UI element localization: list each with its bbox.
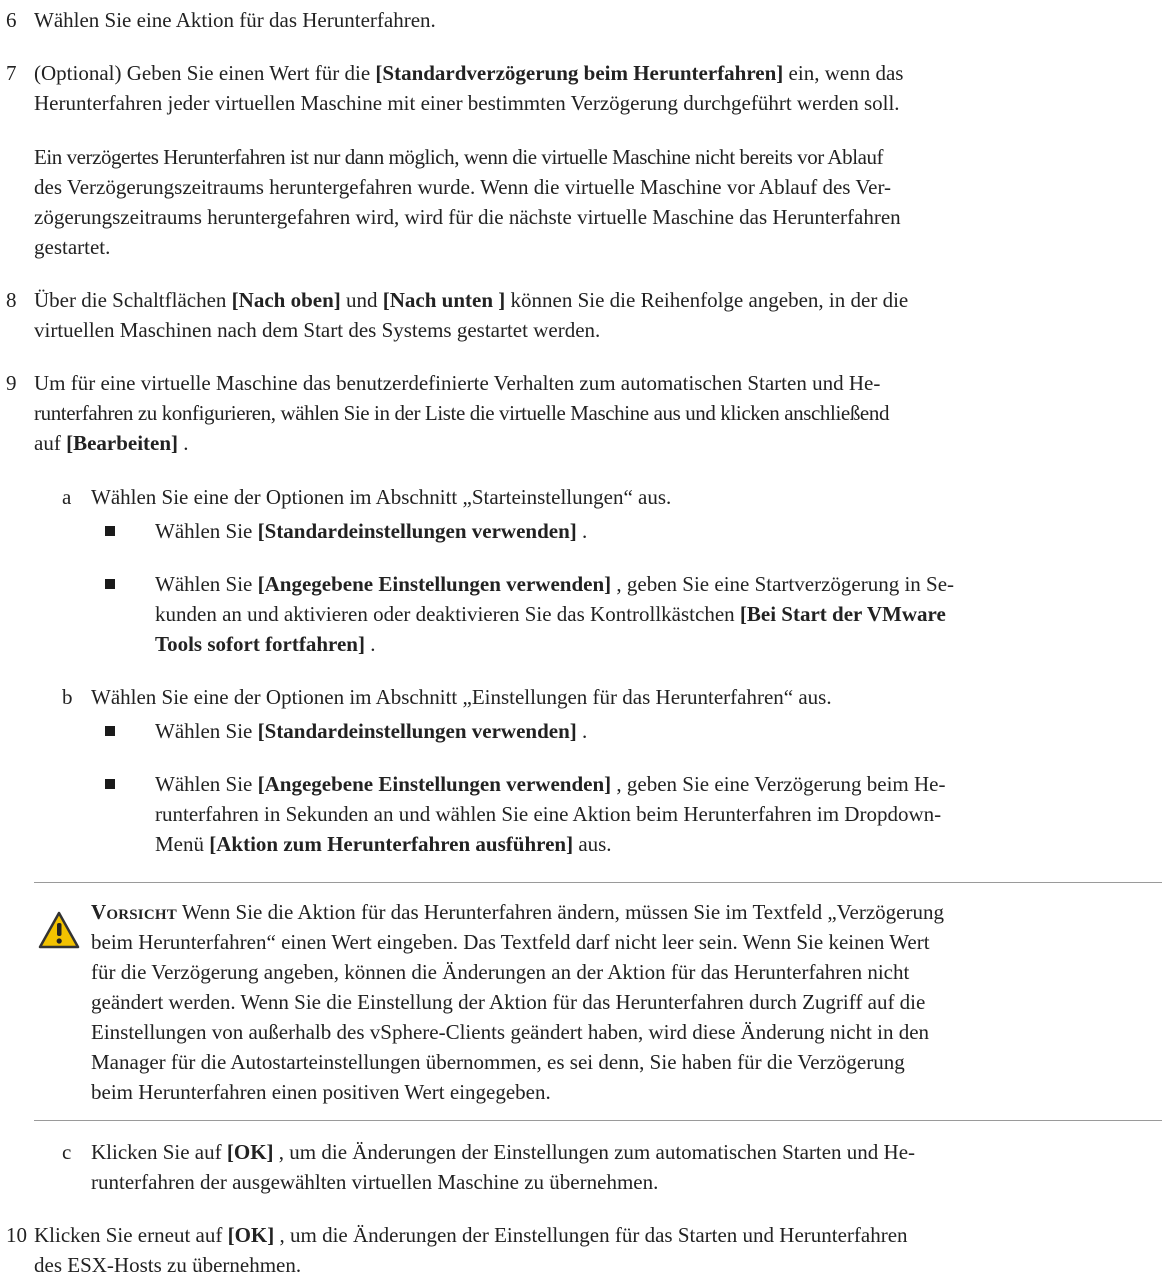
substep-letter: a [62,485,72,509]
ui-label: [Angegebene Einstellungen verwenden] [257,572,612,596]
text: , um die Änderungen der Einstellungen zum automatischen Starten und He- [273,1140,916,1164]
ui-label: [Bearbeiten] [66,431,179,455]
bullet-icon [105,526,115,536]
step-line: des ESX-Hosts zu übernehmen. [34,1253,302,1277]
step-number: 9 [6,371,17,395]
text: Klicken Sie auf [91,1140,227,1164]
paragraph-line: des Verzögerungszeitraums heruntergefahren wurde. Wenn die virtuelle Maschine vor Ablauf des Ver- [34,175,892,199]
caution-line: Manager für die Autostarteinstellungen übernommen, es sei denn, Sie haben für die Verzögerung [91,1050,905,1074]
caution-line [91,897,944,927]
text: Wählen Sie [155,519,258,543]
caution-line: beim Herunterfahren“ einen Wert eingeben. Das Textfeld darf nicht leer sein. Wenn Sie keinen Wert [91,930,930,954]
step-line: Um für eine virtuelle Maschine das benutzerdefinierte Verhalten zum automatischen Starten und He- [34,371,881,395]
substep-line: runterfahren der ausgewählten virtuellen Maschine zu übernehmen. [91,1170,659,1194]
substep-text: Wählen Sie eine der Optionen im Abschnitt „Einstellungen für das Herunterfahren“ aus. [91,685,832,709]
text: Klicken Sie erneut auf [34,1223,228,1247]
bullet-line: runterfahren in Sekunden an und wählen Sie eine Aktion beim Herunterfahren im Dropdown- [155,802,942,826]
step-line: virtuellen Maschinen nach dem Start des Systems gestartet werden. [34,318,601,342]
substep-letter: b [62,685,73,709]
caution-title: Vorsicht [91,900,177,924]
caution-line: Einstellungen von außerhalb des vSphere-Clients geändert haben, wird diese Änderung nicht in den [91,1020,930,1044]
ui-label: [Nach unten ] [382,288,506,312]
substep-line [91,1137,915,1167]
divider [34,882,1162,883]
step-line [34,428,189,458]
text: auf [34,431,67,455]
text: . [178,431,189,455]
bullet-line [155,629,375,659]
substep-letter: c [62,1140,72,1164]
text: Über die Schaltflächen [34,288,232,312]
text: , um die Änderungen der Einstellungen für das Starten und Herunterfahren [274,1223,908,1247]
step-text: Wählen Sie eine Aktion für das Herunterfahren. [34,8,436,32]
bullet-line [155,569,954,599]
bullet-line [155,516,587,546]
caution-line: beim Herunterfahren einen positiven Wert eingegeben. [91,1080,551,1104]
text: aus. [573,832,612,856]
step-number: 8 [6,288,17,312]
ui-label: [Nach oben] [231,288,341,312]
bullet-line [155,716,587,746]
step-line: Herunterfahren jeder virtuellen Maschine mit einer bestimmten Verzögerung durchgeführt werden soll. [34,91,900,115]
divider [34,1120,1162,1121]
bullet-icon [105,726,115,736]
ui-label: [Angegebene Einstellungen verwenden] [257,772,612,796]
ui-label: [Standardverzögerung beim Herunterfahren] [375,61,784,85]
step-line [34,1220,908,1250]
step-line [34,285,908,315]
text: können Sie die Reihenfolge angeben, in der die [505,288,909,312]
bullet-line [155,829,612,859]
ui-label: [OK] [227,1223,275,1247]
step-line [34,58,903,88]
text: , geben Sie eine Startverzögerung in Se- [611,572,955,596]
text: Wählen Sie [155,572,258,596]
step-line: runterfahren zu konfigurieren, wählen Sie in der Liste die virtuelle Maschine aus und klicken anschließend [34,401,890,425]
step-number: 10 [6,1223,27,1247]
text: ein, wenn das [783,61,904,85]
text: Wählen Sie [155,719,258,743]
paragraph-line: gestartet. [34,235,111,259]
ui-label: Tools sofort fortfahren] [155,632,365,656]
warning-icon [38,910,80,950]
paragraph-line: zögerungszeitraums heruntergefahren wird, wird für die nächste virtuelle Maschine das Herunterfahren [34,205,901,229]
text: Wählen Sie [155,772,258,796]
bullet-icon [105,579,115,589]
text: Menü [155,832,210,856]
caution-line: geändert werden. Wenn Sie die Einstellung der Aktion für das Herunterfahren durch Zugriff auf die [91,990,926,1014]
text: . [576,519,588,543]
text: kunden an und aktivieren oder deaktivieren Sie das Kontrollkästchen [155,602,740,626]
caution-line: für die Verzögerung angeben, können die Änderungen an der Aktion für das Herunterfahren nicht [91,960,910,984]
text: . [364,632,376,656]
ui-label: [Bei Start der VMware [739,602,946,626]
text: . [576,719,588,743]
bullet-line [155,599,946,629]
ui-label: [Aktion zum Herunterfahren ausführen] [209,832,574,856]
ui-label: [Standardeinstellungen verwenden] [257,519,577,543]
text: (Optional) Geben Sie einen Wert für die [34,61,376,85]
bullet-line [155,769,945,799]
bullet-icon [105,779,115,789]
step-number: 7 [6,61,17,85]
text: und [340,288,383,312]
ui-label: [OK] [226,1140,274,1164]
text: Wenn Sie die Aktion für das Herunterfahren ändern, müssen Sie im Textfeld „Verzögerung [176,900,944,924]
paragraph-line: Ein verzögertes Herunterfahren ist nur dann möglich, wenn die virtuelle Maschine nicht bereits vor Ablauf [34,145,884,169]
substep-text: Wählen Sie eine der Optionen im Abschnitt „Starteinstellungen“ aus. [91,485,672,509]
ui-label: [Standardeinstellungen verwenden] [257,719,577,743]
text: , geben Sie eine Verzögerung beim He- [611,772,946,796]
step-number: 6 [6,8,17,32]
